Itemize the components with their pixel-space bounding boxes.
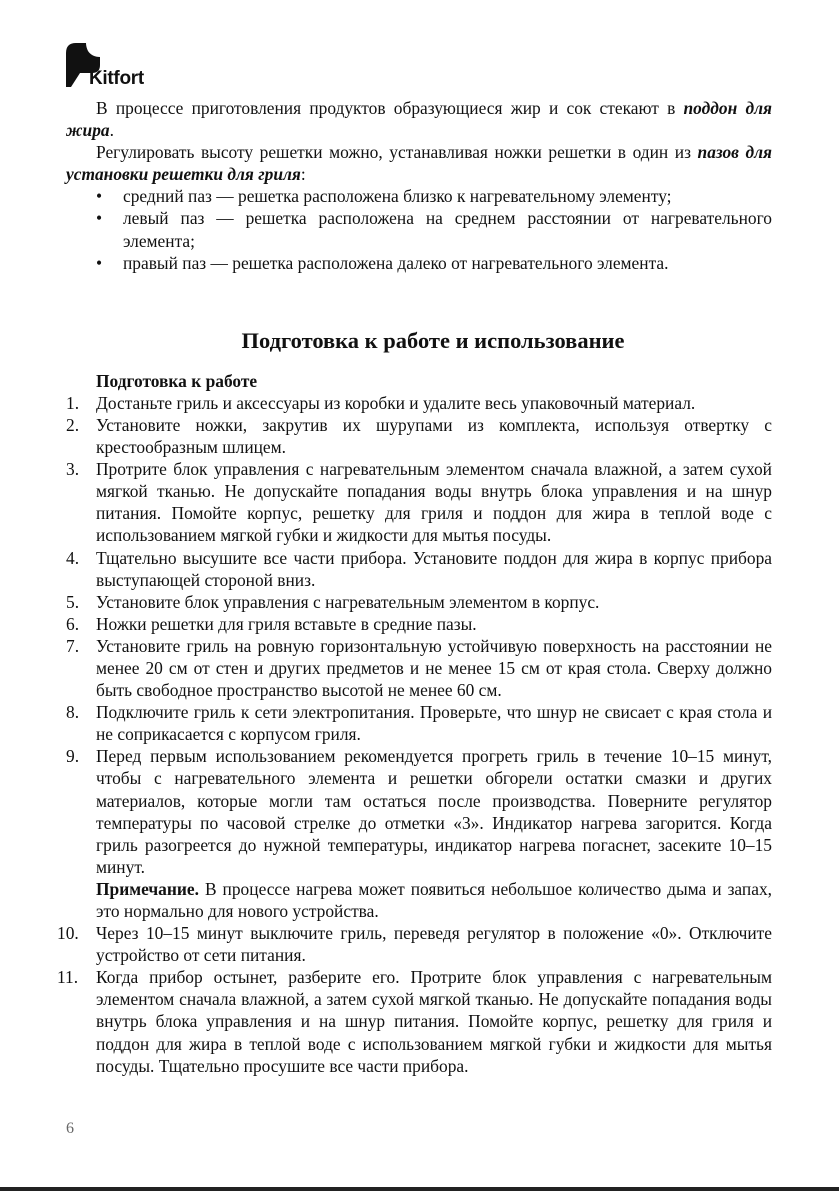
step-number: 5. bbox=[66, 591, 80, 612]
step-number: 3. bbox=[66, 459, 80, 480]
intro-text: В процессе приготовления продуктов образующиеся жир и сок стекают в bbox=[96, 98, 684, 118]
brand-name: Kitfort bbox=[89, 68, 144, 89]
note-text: В процессе нагрева может появиться небольшое количество дыма и запах, это нормально для нового устройства. bbox=[96, 878, 772, 921]
step-item bbox=[57, 922, 772, 966]
step-text: Установите ножки, закрутив их шурупами из комплекта, используя отвертку с крестообразным шлицем. bbox=[96, 414, 772, 458]
step-text: Установите гриль на ровную горизонтальную устойчивую поверхность на расстоянии не менее 20 см от стен и других предметов и не менее 15 см от края стола. Сверху должно быть свободное пространство высотой не менее 60 см. bbox=[96, 635, 772, 701]
intro-text: . bbox=[109, 120, 114, 141]
page-number: 6 bbox=[66, 1120, 74, 1137]
step-text: Подключите гриль к сети электропитания. Проверьте, что шнур не свисает с края стола и не соприкасается с корпусом гриля. bbox=[96, 702, 772, 745]
list-item bbox=[66, 185, 772, 207]
step-number: 7. bbox=[66, 635, 80, 656]
intro-text: : bbox=[300, 164, 306, 185]
steps-list bbox=[57, 392, 772, 1077]
bottom-edge-rule bbox=[0, 1187, 839, 1191]
section-subheading: Подготовка к работе bbox=[96, 370, 258, 391]
step-number: 4. bbox=[66, 547, 80, 568]
intro-emphasis: поддон для жира bbox=[66, 98, 772, 141]
step-item bbox=[66, 392, 772, 414]
intro-emphasis: пазов для установки решетки для гриля bbox=[66, 142, 773, 185]
step-item bbox=[66, 701, 772, 745]
step-number: 9. bbox=[66, 746, 80, 767]
slot-list bbox=[66, 185, 772, 273]
step-number: 11. bbox=[57, 967, 79, 988]
intro-paragraph-1 bbox=[66, 97, 772, 141]
step-item bbox=[66, 613, 772, 635]
bullet-icon: • bbox=[96, 186, 103, 207]
step-text: Тщательно высушите все части прибора. Установите поддон для жира в корпус прибора выступающей стороной вниз. bbox=[96, 547, 772, 590]
step-number: 8. bbox=[66, 702, 80, 723]
list-item-text: средний паз — решетка расположена близко к нагревательному элементу; bbox=[123, 186, 672, 207]
list-item bbox=[66, 252, 772, 274]
step-number: 2. bbox=[66, 414, 80, 435]
step-text: Ножки решетки для гриля вставьте в средние пазы. bbox=[96, 613, 477, 634]
step-item bbox=[66, 591, 772, 613]
document-body bbox=[57, 97, 773, 1077]
list-item-text: правый паз — решетка расположена далеко от нагревательного элемента. bbox=[123, 252, 669, 273]
step-item bbox=[66, 458, 772, 546]
note bbox=[96, 878, 772, 922]
step-number: 6. bbox=[66, 613, 80, 634]
intro-text: Регулировать высоту решетки можно, устанавливая ножки решетки в один из bbox=[96, 142, 698, 163]
step-number: 10. bbox=[57, 923, 79, 944]
step-item bbox=[66, 745, 772, 922]
section-title: Подготовка к работе и использование bbox=[241, 327, 625, 353]
bullet-icon: • bbox=[96, 208, 103, 229]
list-item bbox=[66, 207, 772, 251]
intro-paragraph-2 bbox=[66, 141, 772, 185]
step-item bbox=[66, 414, 772, 458]
step-text: Перед первым использованием рекомендуется прогреть гриль в течение 10–15 минут, чтобы с нагревательного элемента и решетки обгорели остатки смазки и других материалов, которые могли там остаться после производства. Поверните регулятор температуры по часовой стрелке до отметки «3». Индикатор нагрева загорится. Когда гриль разогреется до нужной температуры, индикатор нагрева погаснет, засеките 10–15 минут. bbox=[96, 746, 772, 877]
step-item bbox=[57, 966, 772, 1076]
step-text: Протрите блок управления с нагревательным элементом сначала влажной, а затем сухой мягкой тканью. Не допускайте попадания воды внутрь блока управления и на шнур питания. Помойте корпус, решетку для гриля и поддон для жира в теплой воде с использованием мягкой губки и жидкости для мытья посуды. bbox=[96, 459, 772, 546]
step-number: 1. bbox=[66, 392, 80, 413]
step-text: Достаньте гриль и аксессуары из коробки и удалите весь упаковочный материал. bbox=[96, 392, 696, 413]
step-item bbox=[66, 635, 772, 701]
step-text: Через 10–15 минут выключите гриль, переведя регулятор в положение «0». Отключите устройство от сети питания. bbox=[96, 923, 772, 966]
step-text: Установите блок управления с нагревательным элементом в корпус. bbox=[96, 591, 600, 612]
list-item-text: левый паз — решетка расположена на среднем расстоянии от нагревательного элемента; bbox=[123, 208, 772, 251]
kitfort-logo bbox=[66, 43, 166, 93]
step-item bbox=[66, 547, 772, 591]
step-text: Когда прибор остынет, разберите его. Протрите блок управления с нагревательным элементом сначала влажной, а затем сухой мягкой тканью. Не допускайте попадания воды внутрь блока управления и на шнур питания. Помойте корпус, решетку для гриля и поддон для жира в теплой воде с использованием мягкой губки и жидкости для мытья посуды. Тщательно просушите все части прибора. bbox=[96, 967, 772, 1076]
note-label: Примечание. bbox=[96, 878, 199, 899]
bullet-icon: • bbox=[96, 252, 103, 273]
